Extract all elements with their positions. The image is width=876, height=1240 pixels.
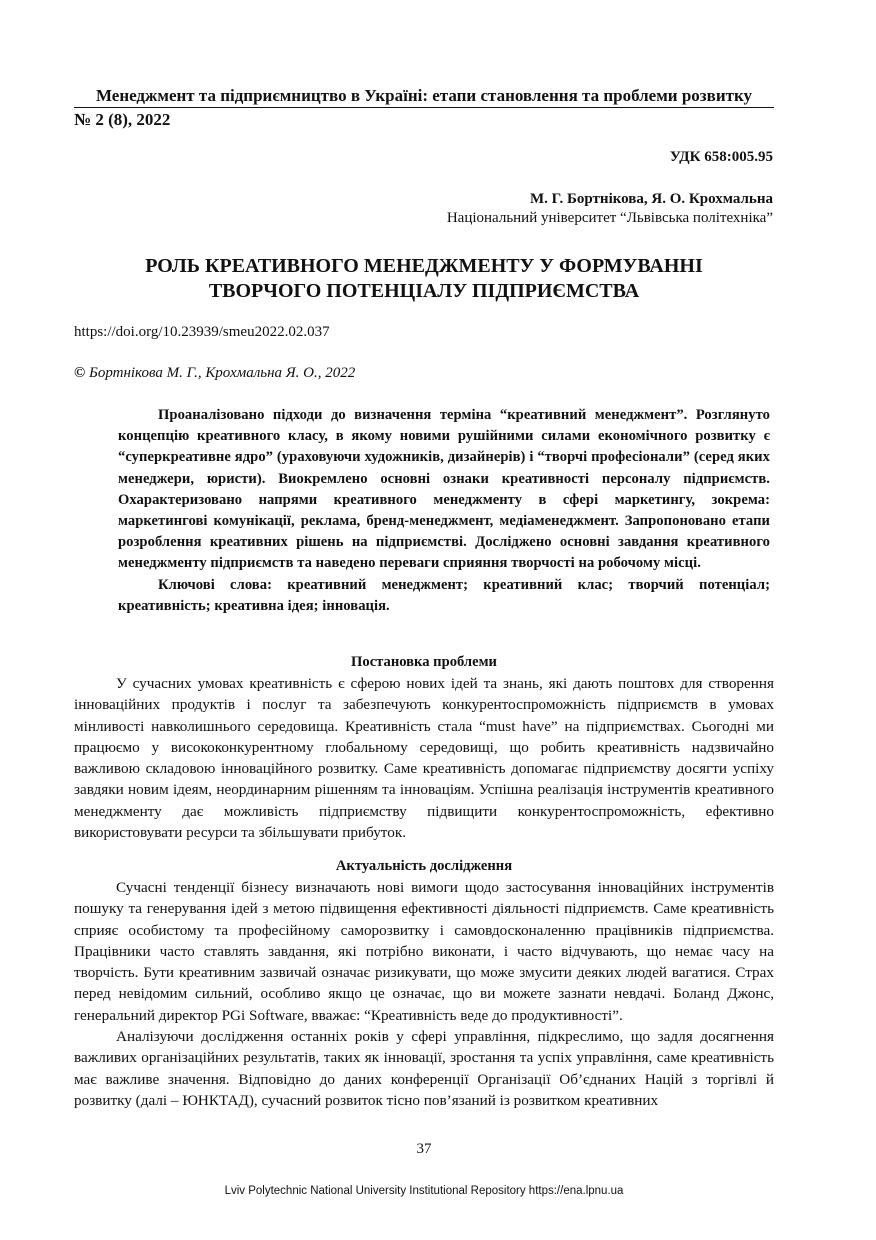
section-body (74, 673, 774, 843)
page-number: 37 (416, 1141, 432, 1157)
keywords: Ключові слова: креативний менеджмент; креативний клас; творчий потенціал; креативність; креативна ідея; інновація. (118, 576, 770, 614)
article-title-line: РОЛЬ КРЕАТИВНОГО МЕНЕДЖМЕНТУ У ФОРМУВАННІ (145, 255, 703, 277)
copyright-symbol: © (74, 365, 86, 381)
copyright-text: Бортнікова М. Г., Крохмальна Я. О., 2022 (88, 365, 356, 381)
paragraph: Аналізуючи дослідження останніх років у сфері управління, підкреслимо, що задля досягнення важливих організаційних результатів, таких як інновації, зростання та успіх управління, саме креативність має важливе значення. Відповідно до даних конференції Організації Об’єднаних Націй з торгівлі й розвитку (далі – ЮНКТАД), сучасний розвиток тісно пов’язаний із розвитком креативних (74, 1028, 774, 1109)
affiliation: Національний університет “Львівська політехніка” (446, 210, 773, 226)
section-body (74, 877, 774, 1111)
copyright (74, 364, 355, 382)
paragraph: Сучасні тенденції бізнесу визначають нові вимоги щодо застосування інноваційних інструментів пошуку та генерування ідей з метою підвищення ефективності діяльності підприємств. Саме креативність сприяє особистому та професійному саморозвитку і самовдосконаленню працівників підприємства. Працівники часто ставлять завдання, які потрібно виконати, і часто відчувають, що немає часу на творчість. Бути креативним зазвичай означає ризикувати, що може змусити деяких людей вагатися. Страх перед невідомим сильний, особливо якщо це означає, що ви можете зазнати невдачі. Боланд Джонс, генеральний директор PGi Software, вважає: “Креативність веде до продуктивності”. (74, 879, 774, 1024)
article-title (74, 254, 774, 304)
issue-number: № 2 (8), 2022 (74, 110, 171, 129)
journal-title: Менеджмент та підприємництво в Україні: етапи становлення та проблеми розвитку (95, 86, 753, 105)
paragraph: У сучасних умовах креативність є сферою нових ідей та знань, які дають поштовх для створення інноваційних продуктів і послуг та забезпечують конкурентоспроможність підприємств в умовах мінливості навколишнього середовища. Креативність стала “must have” на підприємствах. Сьогодні ми працюємо у висококонкурентному глобальному середовищі, що робить креативність надзвичайно важливою складовою інноваційного розвитку. Саме креативність допомагає підприємству досягти успіху завдяки новим ідеям, неординарним рішенням та інноваціям. Успішна реалізація інструментів креативного менеджменту дає можливість підприємству підвищити конкурентоспроможність, ефективно використовувати ресурси та збільшувати прибуток. (74, 675, 774, 842)
section-heading: Постановка проблеми (351, 654, 497, 670)
abstract-text: Проаналізовано підходи до визначення терміна “креативний менеджмент”. Розглянуто концепцію креативного класу, в якому новими рушійними силами економічного розвитку є “суперкреативне ядро” (ураховуючи художників, дизайнерів) і “творчі професіонали” (серед яких менеджери, юристи). Виокремлено основні ознаки креативності персоналу підприємств. Охарактеризовано напрями креативного менеджменту в сфері маркетингу, зокрема: маркетингові комунікації, реклама, бренд-менеджмент, медіаменеджмент. Запропоновано етапи розроблення креативних рішень на підприємстві. Досліджено основні завдання креативного менеджменту підприємств та наведено переваги сприяння творчості на робочому місці. (118, 407, 770, 572)
repository-footer: Lviv Polytechnic National University Institutional Repository https://ena.lpnu.ua (224, 1185, 624, 1197)
abstract (118, 405, 770, 617)
header-rule (74, 107, 774, 108)
doi-link[interactable]: https://doi.org/10.23939/smeu2022.02.037 (74, 324, 330, 340)
udc-code: УДК 658:005.95 (669, 149, 773, 165)
authors: М. Г. Бортнікова, Я. О. Крохмальна (529, 191, 773, 207)
section-heading: Актуальність дослідження (335, 858, 513, 874)
article-title-line: ТВОРЧОГО ПОТЕНЦІАЛУ ПІДПРИЄМСТВА (208, 280, 640, 302)
